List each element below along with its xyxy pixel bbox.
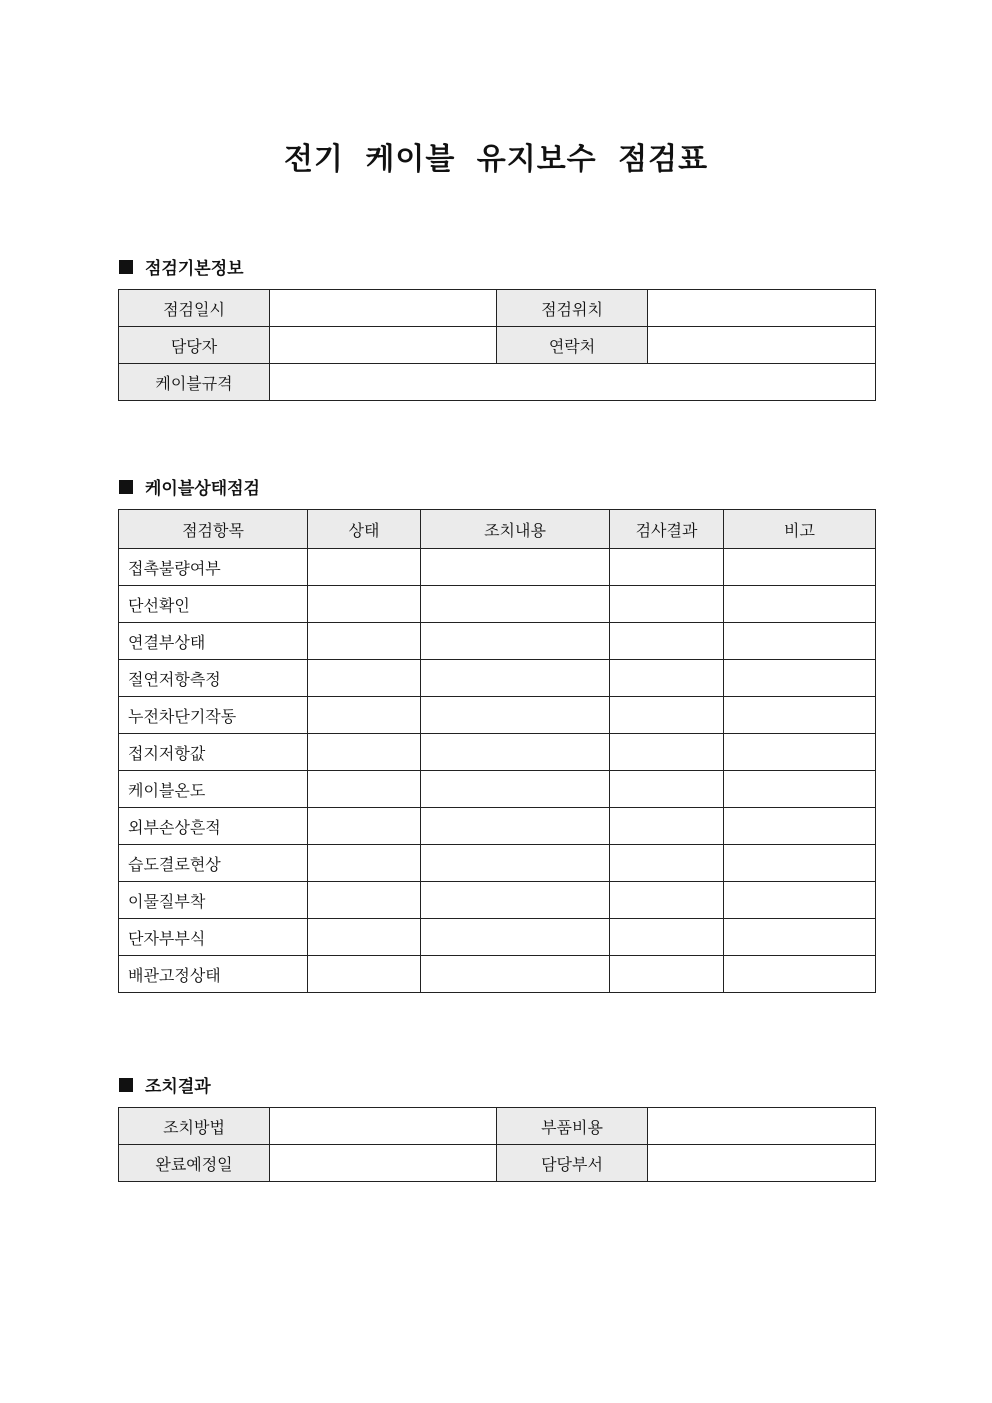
status-cell[interactable] xyxy=(308,882,421,919)
label-manager: 담당자 xyxy=(119,327,270,364)
result-cell[interactable] xyxy=(610,734,724,771)
section-heading-label: 점검기본정보 xyxy=(145,259,244,279)
action-method-field[interactable] xyxy=(270,1108,497,1145)
action-cell[interactable] xyxy=(421,919,610,956)
note-cell[interactable] xyxy=(724,808,876,845)
completion-date-field[interactable] xyxy=(270,1145,497,1182)
table-row xyxy=(119,808,876,845)
column-header-result: 검사결과 xyxy=(610,510,724,549)
status-cell[interactable] xyxy=(308,919,421,956)
check-item-label: 접지저항값 xyxy=(119,734,308,771)
note-cell[interactable] xyxy=(724,919,876,956)
note-cell[interactable] xyxy=(724,586,876,623)
table-row xyxy=(119,845,876,882)
label-inspection-datetime: 점검일시 xyxy=(119,290,270,327)
note-cell[interactable] xyxy=(724,956,876,993)
table-header-row xyxy=(119,510,876,549)
check-item-label: 배관고정상태 xyxy=(119,956,308,993)
square-bullet-icon xyxy=(119,260,133,274)
inspection-location-field[interactable] xyxy=(648,290,876,327)
section-heading-basic-info xyxy=(119,254,244,279)
column-header-action: 조치내용 xyxy=(421,510,610,549)
status-cell[interactable] xyxy=(308,956,421,993)
label-cable-spec: 케이블규격 xyxy=(119,364,270,401)
label-inspection-location: 점검위치 xyxy=(497,290,648,327)
parts-cost-field[interactable] xyxy=(648,1108,876,1145)
result-cell[interactable] xyxy=(610,845,724,882)
check-item-label: 외부손상흔적 xyxy=(119,808,308,845)
table-row xyxy=(119,956,876,993)
table-row xyxy=(119,1145,876,1182)
result-cell[interactable] xyxy=(610,697,724,734)
table-row xyxy=(119,660,876,697)
document-title: 전기 케이블 유지보수 점검표 xyxy=(283,142,709,177)
check-item-label: 단자부부식 xyxy=(119,919,308,956)
table-row xyxy=(119,734,876,771)
note-cell[interactable] xyxy=(724,734,876,771)
check-item-label: 습도결로현상 xyxy=(119,845,308,882)
status-cell[interactable] xyxy=(308,734,421,771)
result-cell[interactable] xyxy=(610,586,724,623)
manager-field[interactable] xyxy=(270,327,497,364)
inspection-datetime-field[interactable] xyxy=(270,290,497,327)
contact-field[interactable] xyxy=(648,327,876,364)
result-cell[interactable] xyxy=(610,882,724,919)
action-cell[interactable] xyxy=(421,882,610,919)
check-item-label: 절연저항측정 xyxy=(119,660,308,697)
column-header-item: 점검항목 xyxy=(119,510,308,549)
status-cell[interactable] xyxy=(308,697,421,734)
status-cell[interactable] xyxy=(308,845,421,882)
section-heading-label: 케이블상태점검 xyxy=(145,479,260,499)
label-action-method: 조치방법 xyxy=(119,1108,270,1145)
action-cell[interactable] xyxy=(421,697,610,734)
status-cell[interactable] xyxy=(308,586,421,623)
status-cell[interactable] xyxy=(308,660,421,697)
note-cell[interactable] xyxy=(724,549,876,586)
section-heading-label: 조치결과 xyxy=(145,1077,211,1097)
result-cell[interactable] xyxy=(610,956,724,993)
table-row xyxy=(119,919,876,956)
action-cell[interactable] xyxy=(421,734,610,771)
column-header-note: 비고 xyxy=(724,510,876,549)
action-result-table xyxy=(118,1107,876,1182)
result-cell[interactable] xyxy=(610,660,724,697)
check-item-label: 누전차단기작동 xyxy=(119,697,308,734)
square-bullet-icon xyxy=(119,1078,133,1092)
table-row xyxy=(119,882,876,919)
note-cell[interactable] xyxy=(724,882,876,919)
action-cell[interactable] xyxy=(421,623,610,660)
status-cell[interactable] xyxy=(308,623,421,660)
square-bullet-icon xyxy=(119,480,133,494)
table-row xyxy=(119,1108,876,1145)
note-cell[interactable] xyxy=(724,623,876,660)
label-contact: 연락처 xyxy=(497,327,648,364)
check-item-label: 이물질부착 xyxy=(119,882,308,919)
result-cell[interactable] xyxy=(610,808,724,845)
note-cell[interactable] xyxy=(724,660,876,697)
status-cell[interactable] xyxy=(308,808,421,845)
result-cell[interactable] xyxy=(610,919,724,956)
action-cell[interactable] xyxy=(421,660,610,697)
section-heading-status-check xyxy=(119,474,260,499)
label-department: 담당부서 xyxy=(497,1145,648,1182)
label-completion-date: 완료예정일 xyxy=(119,1145,270,1182)
note-cell[interactable] xyxy=(724,771,876,808)
check-item-label: 케이블온도 xyxy=(119,771,308,808)
table-row xyxy=(119,364,876,401)
table-row xyxy=(119,623,876,660)
action-cell[interactable] xyxy=(421,956,610,993)
department-field[interactable] xyxy=(648,1145,876,1182)
status-cell[interactable] xyxy=(308,771,421,808)
table-row xyxy=(119,290,876,327)
result-cell[interactable] xyxy=(610,623,724,660)
table-row xyxy=(119,549,876,586)
table-row xyxy=(119,327,876,364)
action-cell[interactable] xyxy=(421,586,610,623)
column-header-status: 상태 xyxy=(308,510,421,549)
check-item-label: 단선확인 xyxy=(119,586,308,623)
table-row xyxy=(119,697,876,734)
action-cell[interactable] xyxy=(421,771,610,808)
check-item-label: 접촉불량여부 xyxy=(119,549,308,586)
table-row xyxy=(119,771,876,808)
note-cell[interactable] xyxy=(724,845,876,882)
action-cell[interactable] xyxy=(421,845,610,882)
basic-info-table xyxy=(118,289,876,401)
action-cell[interactable] xyxy=(421,808,610,845)
label-parts-cost: 부품비용 xyxy=(497,1108,648,1145)
result-cell[interactable] xyxy=(610,771,724,808)
section-heading-action-result xyxy=(119,1072,211,1097)
result-cell[interactable] xyxy=(610,549,724,586)
note-cell[interactable] xyxy=(724,697,876,734)
status-check-table xyxy=(118,509,876,993)
status-cell[interactable] xyxy=(308,549,421,586)
action-cell[interactable] xyxy=(421,549,610,586)
check-item-label: 연결부상태 xyxy=(119,623,308,660)
cable-spec-field[interactable] xyxy=(270,364,876,401)
table-row xyxy=(119,586,876,623)
